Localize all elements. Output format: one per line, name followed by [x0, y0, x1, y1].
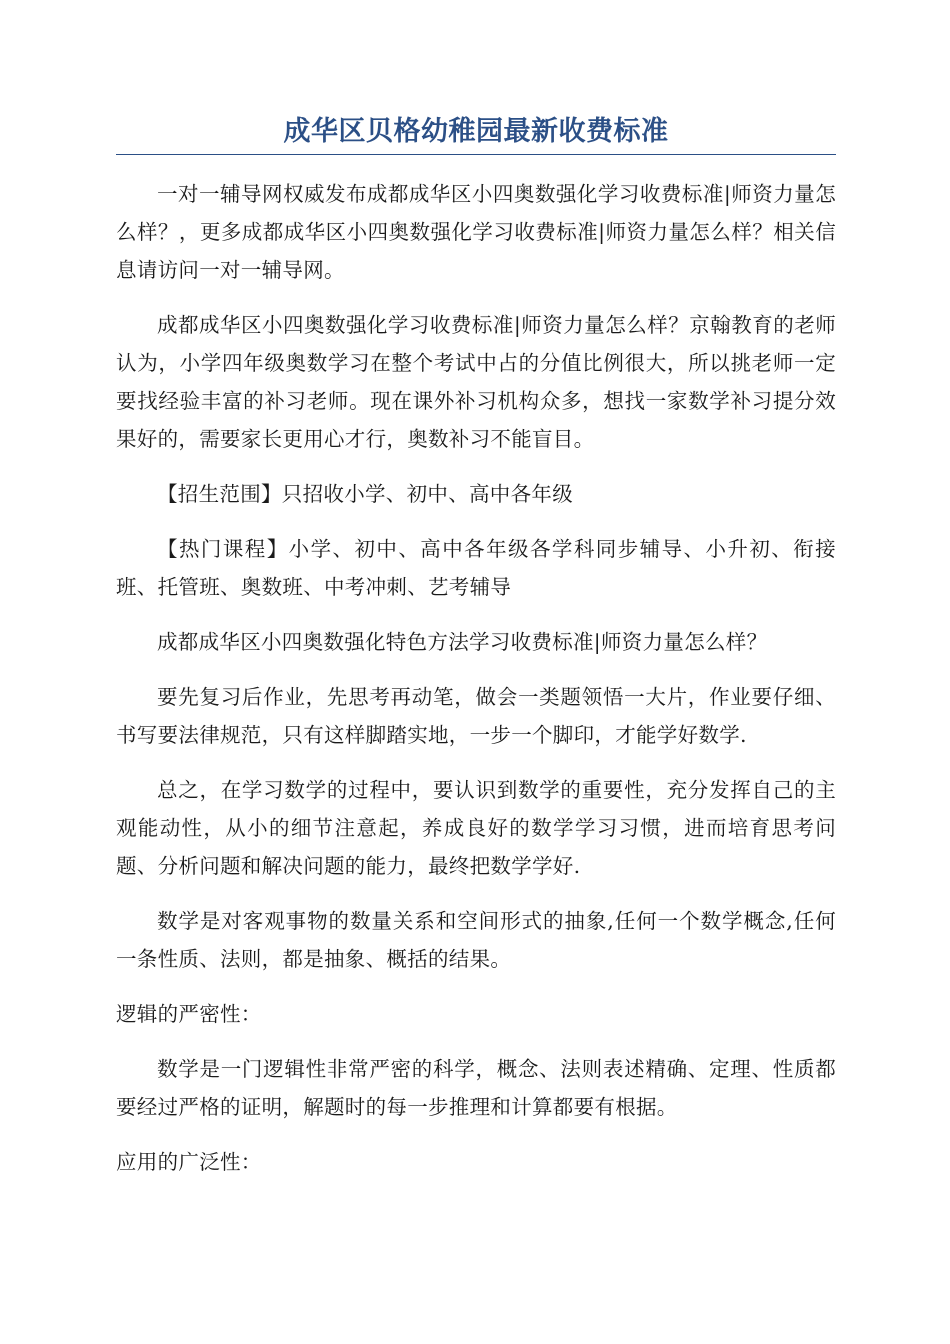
paragraph-summary: 总之，在学习数学的过程中，要认识到数学的重要性，充分发挥自己的主观能动性，从小的细节注意起，养成良好的数学学习习惯，进而培育思考问题、分析问题和解决问题的能力，最终把数学学好. — [116, 778, 836, 878]
paragraph-abstraction: 数学是对客观事物的数量关系和空间形式的抽象,任何一个数学概念,任何一条性质、法则，都是抽象、概括的结果。 — [116, 909, 836, 971]
paragraph-enrollment-scope: 【招生范围】只招收小学、初中、高中各年级 — [157, 482, 573, 506]
document-page — [116, 112, 836, 1198]
document-body — [116, 175, 836, 1181]
document-title: 成华区贝格幼稚园最新收费标准 — [116, 112, 836, 155]
paragraph-logic: 数学是一门逻辑性非常严密的科学，概念、法则表述精确、定理、性质都要经过严格的证明，解题时的每一步推理和计算都要有根据。 — [116, 1057, 836, 1119]
section-heading-application: 应用的广泛性： — [116, 1150, 262, 1174]
paragraph-hot-courses: 【热门课程】小学、初中、高中各年级各学科同步辅导、小升初、衔接班、托管班、奥数班、中考冲刺、艺考辅导 — [116, 537, 836, 599]
section-heading-logic: 逻辑的严密性： — [116, 1002, 262, 1026]
paragraph-homework-advice: 要先复习后作业，先思考再动笔，做会一类题领悟一大片，作业要仔细、书写要法律规范，只有这样脚踏实地，一步一个脚印，才能学好数学. — [116, 685, 836, 747]
paragraph-method-heading: 成都成华区小四奥数强化特色方法学习收费标准|师资力量怎么样？ — [157, 630, 768, 654]
paragraph-intro: 一对一辅导网权威发布成都成华区小四奥数强化学习收费标准|师资力量怎么样？，更多成都成华区小四奥数强化学习收费标准|师资力量怎么样？相关信息请访问一对一辅导网。 — [116, 182, 836, 282]
paragraph-teacher-opinion: 成都成华区小四奥数强化学习收费标准|师资力量怎么样？京翰教育的老师认为，小学四年级奥数学习在整个考试中占的分值比例很大，所以挑老师一定要找经验丰富的补习老师。现在课外补习机构众多，想找一家数学补习提分效果好的，需要家长更用心才行，奥数补习不能盲目。 — [116, 313, 836, 451]
